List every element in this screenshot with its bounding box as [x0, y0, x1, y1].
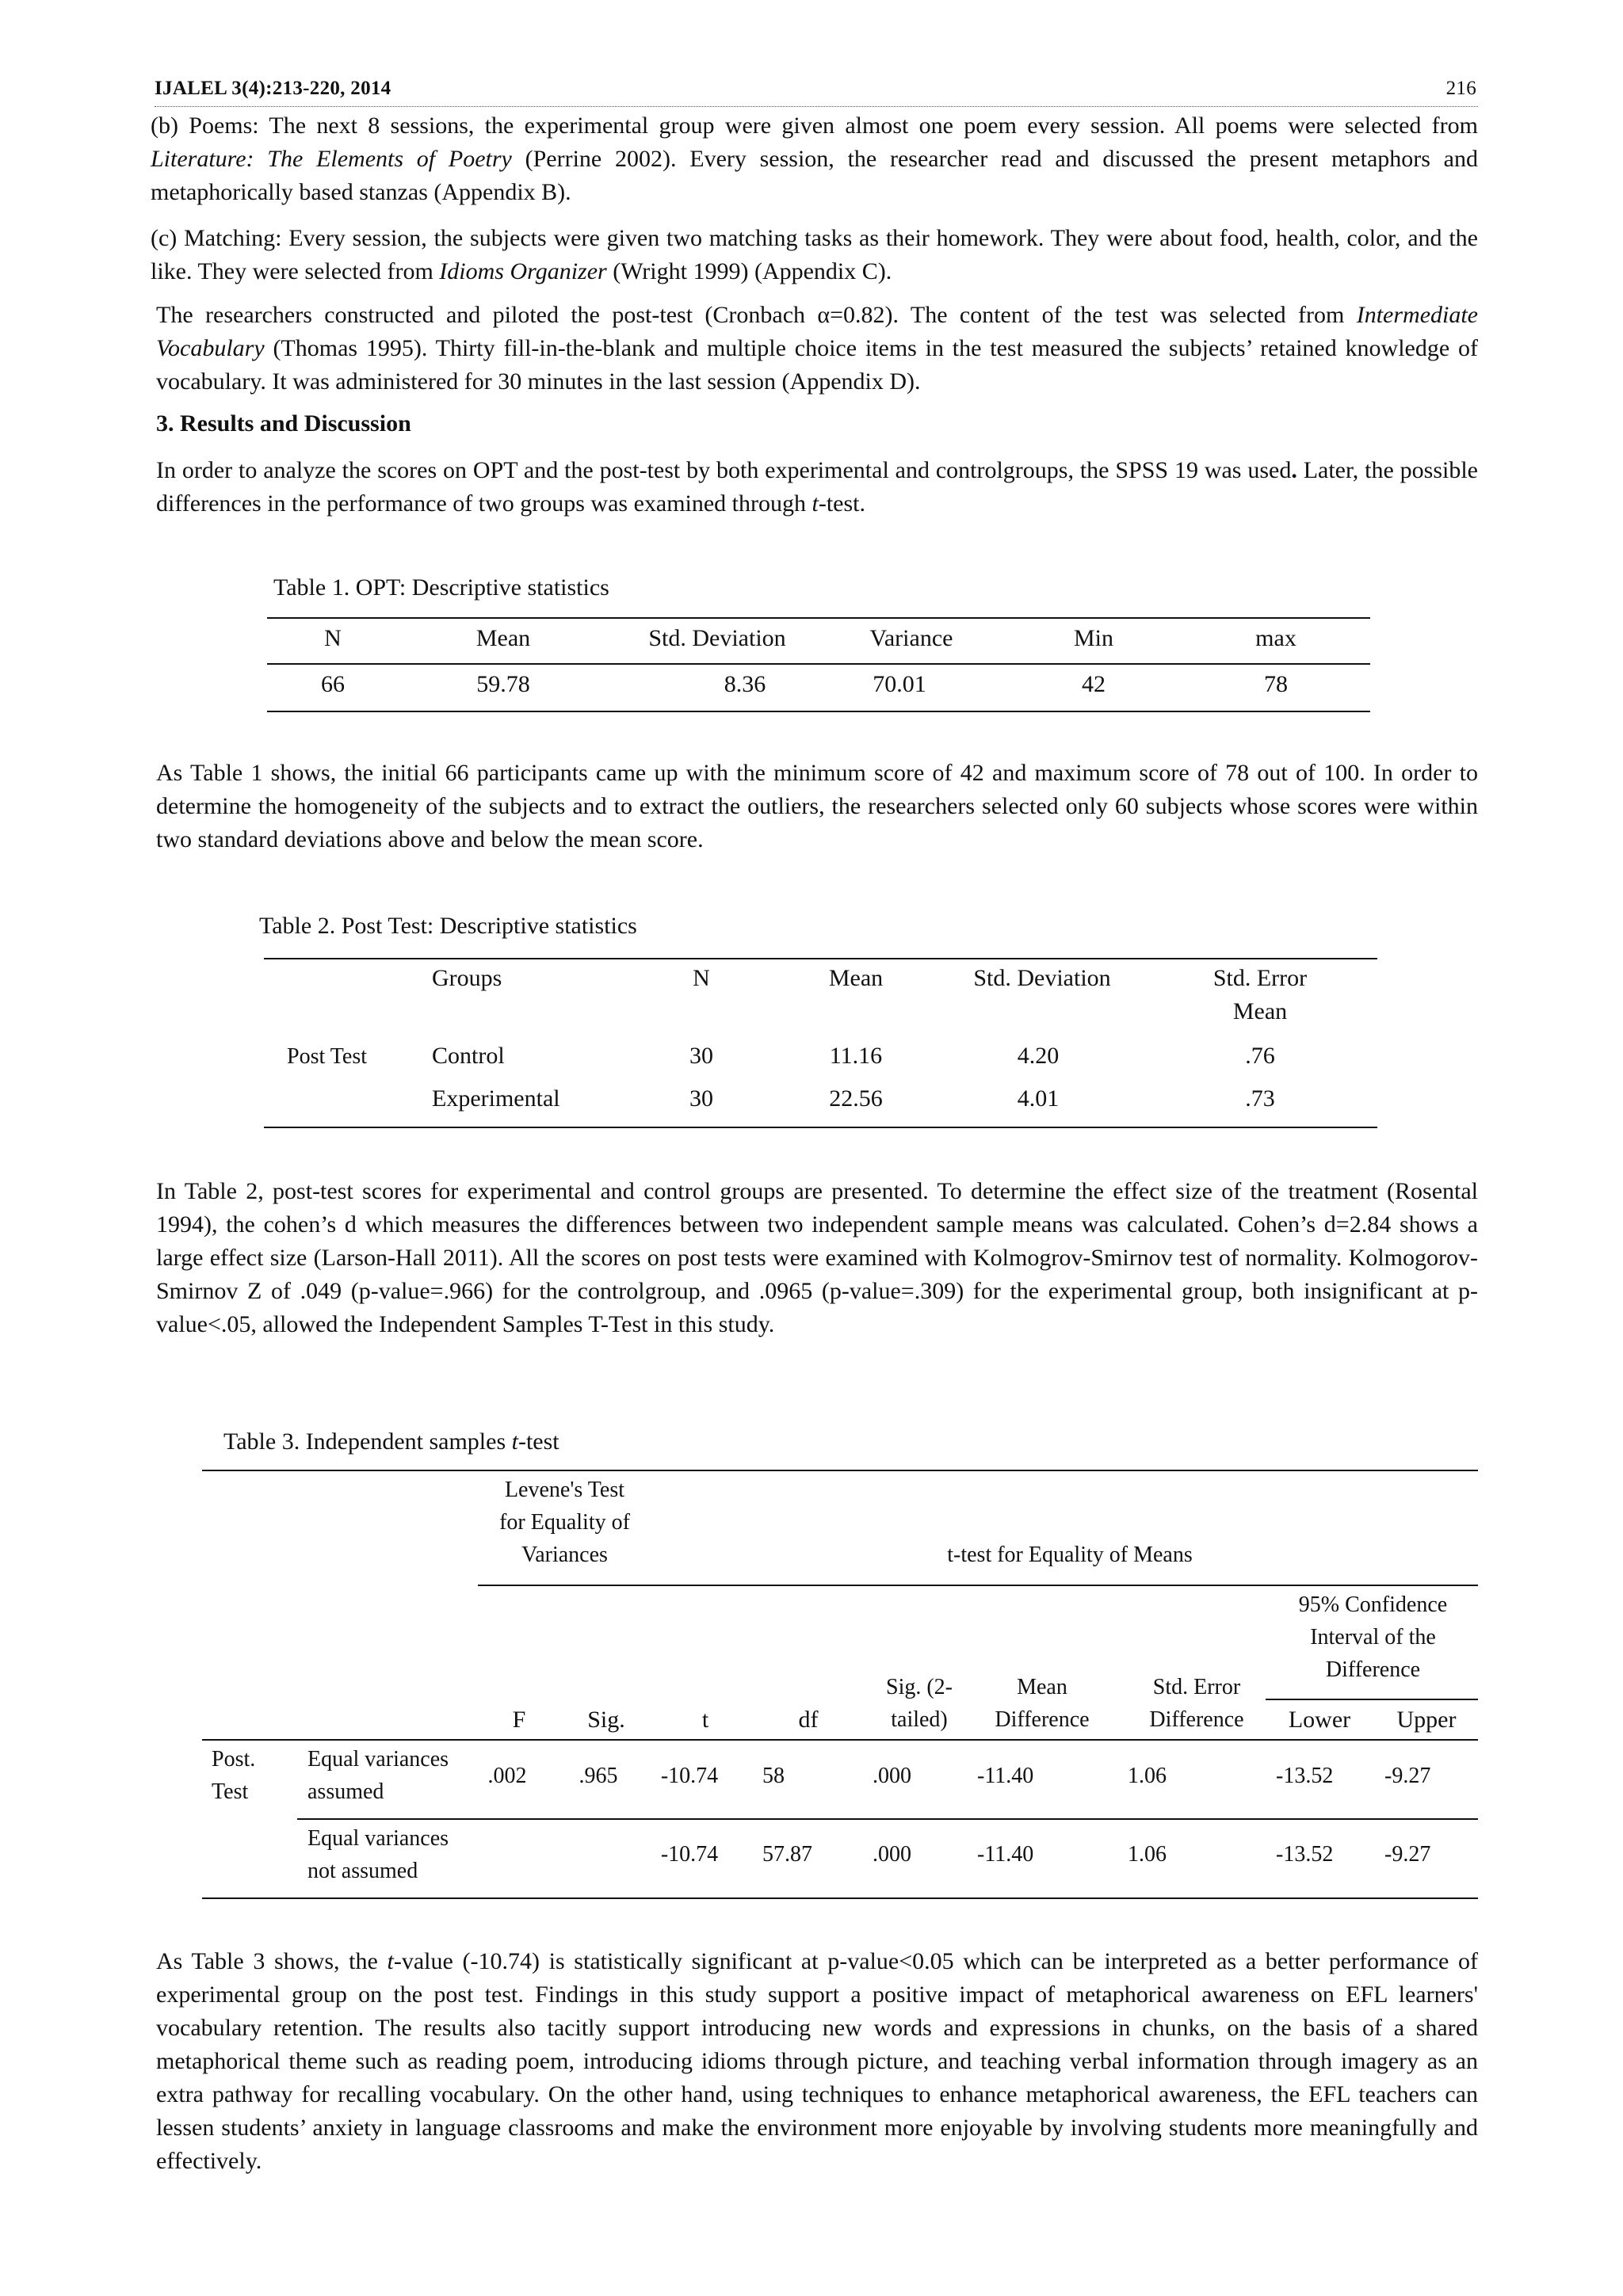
table2-cell: 22.56 [829, 1085, 883, 1112]
table3-cell: 57.87 [762, 1842, 812, 1867]
page-number: 216 [1445, 78, 1476, 99]
text-run: Later, the possible differences in the performance of two groups was examined through [156, 457, 1478, 517]
table3-cell: -9.27 [1384, 1842, 1431, 1867]
table3-cell: -11.40 [977, 1842, 1034, 1867]
table3-cell: 1.06 [1128, 1842, 1167, 1867]
table2-header: Groups [432, 965, 502, 991]
table3-caption [223, 1428, 559, 1455]
table3-cell: -10.74 [660, 1764, 719, 1788]
table3-top-rule [202, 1470, 1478, 1471]
bold-period: . [1291, 457, 1297, 483]
levene-header: Variances [521, 1543, 608, 1567]
levene-header: for Equality of [499, 1510, 630, 1535]
levene-header: Levene's Test [504, 1478, 625, 1502]
table2-cell: 11.16 [829, 1043, 883, 1069]
col-sig: Sig. [587, 1707, 625, 1733]
book-title: Idioms Organizer [439, 258, 607, 284]
table3-group-rule [478, 1585, 1478, 1586]
table2-cell: 4.20 [1017, 1043, 1060, 1069]
col-stderr: Difference [1149, 1707, 1244, 1732]
col-df: df [798, 1707, 819, 1733]
table3-cell: 58 [762, 1764, 785, 1788]
table2-bottom-rule [264, 1127, 1377, 1128]
table3-cell: -9.27 [1384, 1764, 1431, 1788]
text-run: (c) Matching: Every session, the subjects were given two matching tasks as their homework. They were about food, health, color, and the like. They were selected from [151, 225, 1478, 284]
table1-header: max [1255, 625, 1296, 651]
table2-cell: 4.01 [1017, 1085, 1060, 1112]
table3-cell: -11.40 [977, 1764, 1034, 1788]
ci-header: 95% Confidence [1298, 1592, 1448, 1617]
col-sig2: Sig. (2- [886, 1675, 953, 1699]
italic-t: t [812, 490, 819, 517]
table3-cell: -10.74 [660, 1842, 719, 1867]
table1-top-rule [267, 617, 1370, 619]
ci-header: Difference [1325, 1657, 1421, 1682]
col-lower: Lower [1288, 1707, 1351, 1733]
table2-header: Mean [828, 965, 884, 991]
table3-row-name: assumed [307, 1779, 384, 1804]
table2-cell: .76 [1245, 1043, 1275, 1069]
text-run: The researchers constructed and piloted the post-test (Cronbach α=0.82). The content of the test was selected from [156, 302, 1357, 328]
table3-row-label: Test [212, 1779, 249, 1804]
table2-cell: 30 [689, 1043, 713, 1069]
col-sig2: tailed) [891, 1707, 948, 1732]
table2-cell: Experimental [432, 1085, 560, 1112]
book-title: Intermediate Vocabulary [156, 302, 1478, 361]
table3-cell: -13.52 [1276, 1842, 1334, 1867]
table2-cell: 30 [689, 1085, 713, 1112]
table3-header-rule [202, 1739, 1478, 1741]
col-upper: Upper [1396, 1707, 1457, 1733]
text-run: -value (-10.74) is statistically significant at p-value<0.05 which can be interpreted as a better performance of experimental group on the post test. Findings in this study support a positive impact of metaphorical awareness on EFL learners' vocabulary retention. The results also tacitly support introducing new words and expressions in chunks, on the basis of a shared metaphorical theme such as reading poem, introducing idioms through picture, and teaching verbal information through imagery as an extra pathway for recalling vocabulary. On the other hand, using techniques to enhance metaphorical awareness, the EFL teachers can lessen students’ anxiety in language classrooms and make the environment more enjoyable by involving students more meaningfully and effectively. [156, 1948, 1478, 2174]
italic-t: t [387, 1948, 394, 1974]
table2-header: Mean [1232, 998, 1288, 1024]
table3-row-label: Post. [212, 1747, 256, 1772]
col-t: t [701, 1707, 709, 1733]
col-meandiff: Mean [1017, 1675, 1067, 1699]
text-run: -test. [818, 490, 866, 517]
table2-header: Std. Error [1212, 965, 1308, 991]
table1-cell: 42 [1082, 671, 1106, 697]
table3-row-name: not assumed [307, 1859, 418, 1883]
table1-discussion: As Table 1 shows, the initial 66 participants came up with the minimum score of 42 and maximum score of 78 out of 100. In order to determine the homogeneity of the subjects and to extract the outliers, the researchers selected only 60 subjects whose scores were within two standard deviations above and below the mean score. [156, 760, 1478, 852]
table1-cell: 8.36 [724, 671, 766, 697]
table3-cell: .000 [873, 1842, 911, 1867]
ci-header: Interval of the [1310, 1625, 1436, 1650]
text-run: As Table 3 shows, the [156, 1948, 388, 1974]
text-run: -test [517, 1428, 559, 1455]
text-run: (Wright 1999) (Appendix C). [606, 258, 892, 284]
table3-cell: .965 [579, 1764, 618, 1788]
ttest-header: t-test for Equality of Means [947, 1543, 1193, 1567]
table2-caption: Table 2. Post Test: Descriptive statistics [259, 913, 637, 939]
table1-header-rule [267, 663, 1370, 665]
table2-discussion: In Table 2, post-test scores for experimental and control groups are presented. To determine the effect size of the treatment (Rosental 1994), the cohen’s d which measures the differences between two independent sample means was calculated. Cohen’s d=2.84 shows a large effect size (Larson-Hall 2011). All the scores on post tests were examined with Kolmogrov-Smirnov test of normality. Kolmogorov-Smirnov Z of .049 (p-value=.966) for the controlgroup, and .0965 (p-value=.309) for the experimental group, both insignificant at p-value<.05, allowed the Independent Samples T-Test in this study. [156, 1178, 1478, 1337]
table2-header: N [693, 965, 710, 991]
table3-cell: .002 [487, 1764, 527, 1788]
text-run: Table 3. Independent samples [223, 1428, 512, 1455]
matching-paragraph [151, 222, 1478, 288]
poems-paragraph [151, 109, 1478, 209]
table1-cell: 78 [1264, 671, 1288, 697]
results-intro-paragraph [156, 454, 1478, 521]
table2-header: Std. Deviation [973, 965, 1111, 991]
table3-row-name: Equal variances [307, 1826, 449, 1851]
table1-header: Variance [869, 625, 953, 651]
col-stderr: Std. Error [1152, 1675, 1241, 1699]
table2-row-label: Post Test [287, 1044, 367, 1069]
text-run: (Thomas 1995). Thirty fill-in-the-blank and multiple choice items in the test measured the subjects’ retained knowledge of vocabulary. It was administered for 30 minutes in the last session (Appendix D). [156, 335, 1478, 395]
table2-top-rule [264, 958, 1377, 959]
posttest-paragraph [156, 299, 1478, 399]
table3-cell: -13.52 [1276, 1764, 1334, 1788]
running-header [155, 78, 1478, 107]
table1-cell: 66 [321, 671, 345, 697]
book-title: Literature: The Elements of Poetry [151, 146, 512, 172]
table3-cell: .000 [873, 1764, 911, 1788]
text-run: (b) Poems: The next 8 sessions, the experimental group were given almost one poem every session. All poems were selected from [151, 113, 1478, 139]
col-meandiff: Difference [995, 1707, 1090, 1732]
table1-header: N [324, 625, 342, 651]
section-heading: 3. Results and Discussion [156, 410, 411, 437]
table2-cell: Control [432, 1043, 505, 1069]
table1-cell: 59.78 [476, 671, 530, 697]
col-f: F [512, 1707, 526, 1733]
table2-cell: .73 [1245, 1085, 1275, 1112]
table1-bottom-rule [267, 711, 1370, 712]
text-run: In order to analyze the scores on OPT and the post-test by both experimental and controlgroups, the SPSS 19 was used [156, 457, 1292, 483]
table3-discussion [156, 1945, 1478, 2178]
table1-header: Std. Deviation [648, 625, 786, 651]
table1-header: Mean [475, 625, 531, 651]
table3-cell: 1.06 [1128, 1764, 1167, 1788]
table1-cell: 70.01 [873, 671, 926, 697]
table1-header: Min [1073, 625, 1113, 651]
table3-row-name: Equal variances [307, 1747, 449, 1772]
italic-t: t [511, 1428, 518, 1455]
table1-caption: Table 1. OPT: Descriptive statistics [273, 574, 609, 601]
table3-ci-rule [1266, 1699, 1478, 1700]
table3-bottom-rule [202, 1897, 1478, 1899]
text-run: (Perrine 2002). Every session, the researcher read and discussed the present metaphors and metaphorically based stanzas (Appendix B). [151, 146, 1478, 205]
table3-row-separator [297, 1818, 1478, 1820]
journal-citation: IJALEL 3(4):213-220, 2014 [155, 78, 391, 99]
